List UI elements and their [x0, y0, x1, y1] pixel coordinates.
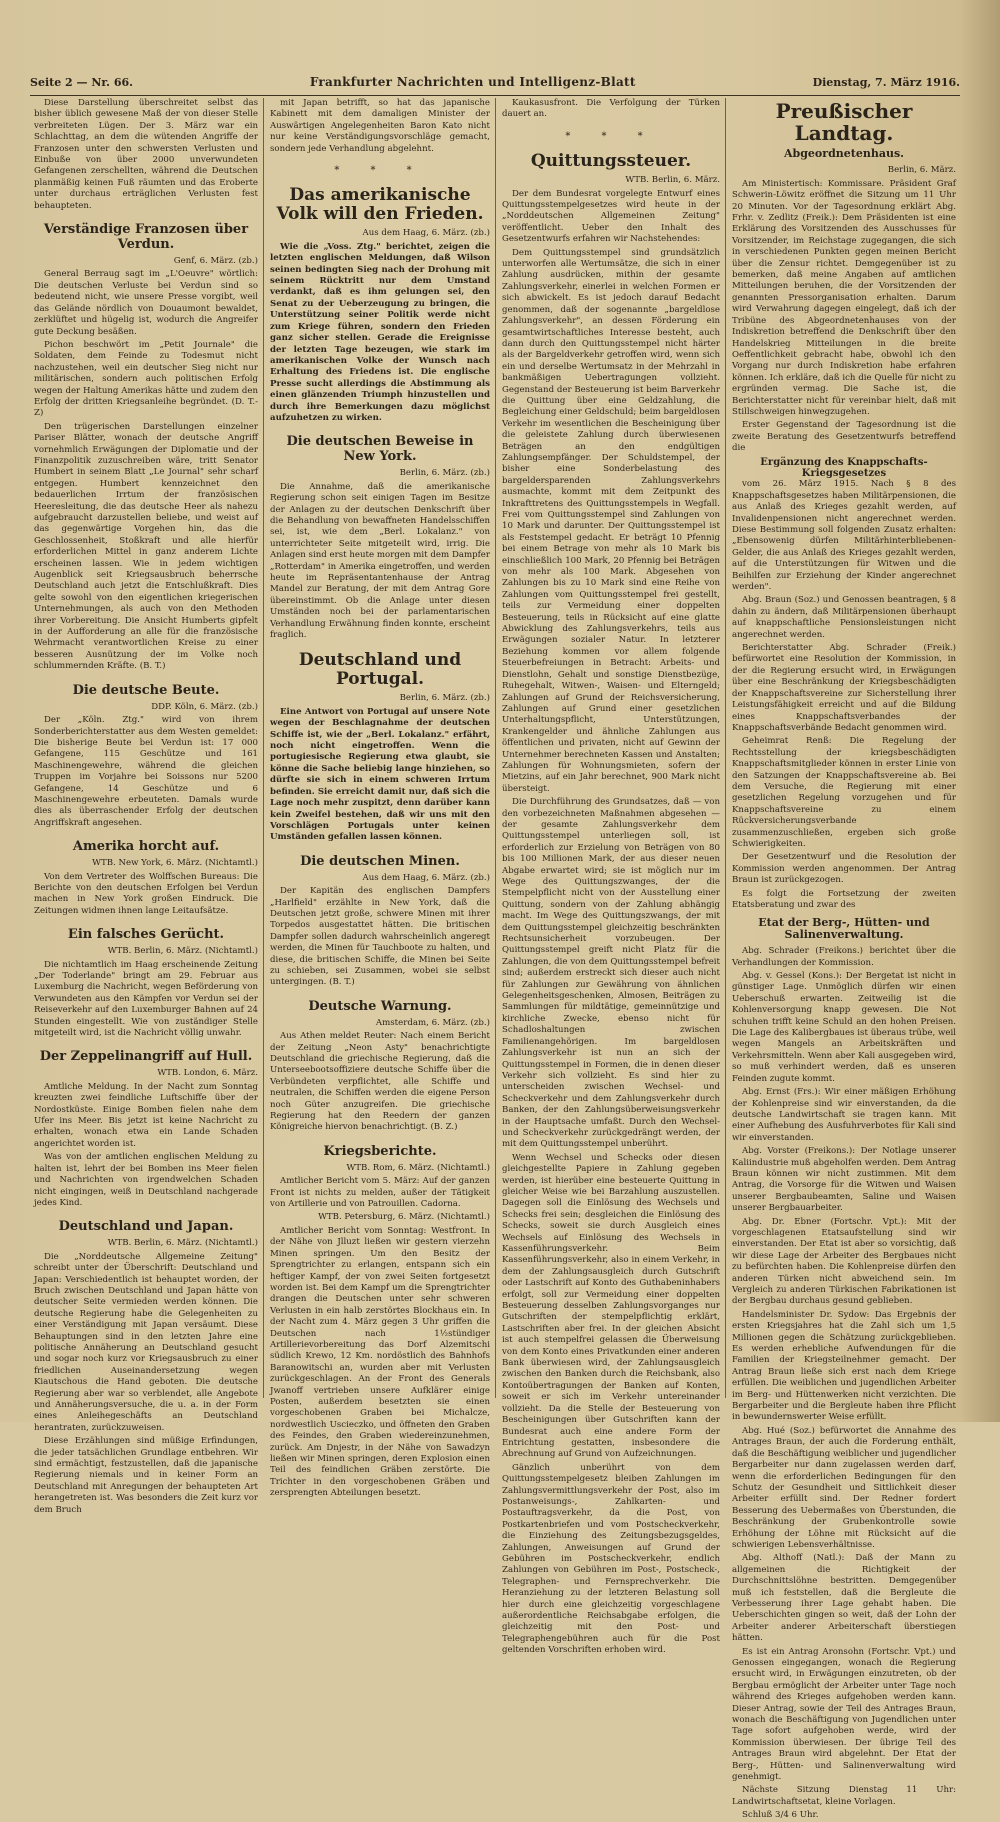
dateline: WTB. Berlin, 6. März. (Nichtamtl.) — [107, 946, 258, 957]
column-rule — [725, 98, 726, 1398]
paragraph: Eine Antwort von Portugal auf unsere Note wegen der Beschlagnahme der deutschen Schiffe ist, wie der „Berl. Lokalanz." erfährt, noch nicht eingetroffen. Wenn die portugiesische Regierung etwa glaubt, sie könne die Sache beliebig lange hinziehen, so dürfte sie sich in einem schweren Irrtum befinden. Sie erreicht damit nur, daß sich die Lage noch mehr zuspitzt, denn darüber kann kein Zweifel bestehen, daß wir uns mit den Vorschlägen Portugals unter keinen Umständen gefallen lassen können. — [270, 706, 490, 843]
paragraph: Abg. Vorster (Freikons.): Der Notlage unserer Kaliindustrie muß abgeholfen werden. Dem Antrag Braun können wir nicht zustimmen. Mit dem Antrag, die Vorsorge für die Witwen und Waisen unserer Bergbaubeamten, Saline und Waisen unserer Bergbauarbeiter. — [732, 1146, 956, 1214]
paragraph: Abg. Althoff (Natl.): Daß der Mann zu allgemeinen die Richtigkeit der Durchschnittslöhne bestritten. Demgegenüber muß ich feststellen, daß die Bergleute die Verbesserung ihrer Lage gehabt haben. Die Ueberschichten gingen so weit, daß der Lohn der Arbeiter anderer Arbeiterschaft überstiegen hätten. — [732, 1553, 956, 1644]
paragraph: Der Gesetzentwurf und die Resolution der Kommission werden angenommen. Der Antrag Braun ist zurückgezogen. — [732, 852, 956, 886]
article-headline: Verständige Franzosen über Verdun. — [43, 222, 249, 253]
article-headline: Das amerikanische Volk will den Frieden. — [276, 185, 484, 225]
paragraph: vom 26. März 1915. Nach § 8 des Knappschaftsgesetzes haben Militärpensionen, die aus Anlaß des Krieges gezahlt werden, auf Invalidenpensionen nicht angerechnet werden. Diese Bestimmung soll folgenden Zusatz erhalten: „Ebensowenig dürfen Militärhinterbliebenen-Gelder, die aus Anlaß des Krieges gezahlt werden, auf die Unterstützungen für Witwen und die Beihilfen zur Erziehung der Kinder angerechnet werden". — [732, 479, 956, 593]
paragraph: Abg. Hué (Soz.) befürwortet die Annahme des Antrages Braun, der auch die Forderung enthält, daß die Beschäftigung weiblicher und jugendlicher Bergarbeiter nur dann zugelassen werden darf, wenn die erforderlichen Bedingungen für den Schutz der Gesundheit und Sittlichkeit dieser Arbeiter erfüllt sind. Der Redner fordert Besserung des Uebermaßes von Überstunden, die Beschränkung der Grubenkontrolle sowie Erhöhung der Löhne mit Rücksicht auf die schwierigen Lebensverhältnisse. — [732, 1425, 956, 1550]
paragraph: Nächste Sitzung Dienstag 11 Uhr: Landwirtschaftsetat, kleine Vorlagen. — [732, 1785, 956, 1807]
paragraph: Es ist ein Antrag Aronsohn (Fortschr. Vpt.) und Genossen eingegangen, wonach die Regierung ersucht wird, in Erwägungen einzutreten, ob der Bergbau ermöglicht der Arbeiter unter Tage noch während des Krieges aufgehoben werden kann. Dieser Antrag, sowie der Teil des Antrages Braun, wonach die Beschäftigung von Jugendlichen unter Tage sofort aufgehoben werde, wird der Kommission überwiesen. Der übrige Teil des Antrages Braun wird abgelehnt. Der Etat der Berg-, Hütten- und Salinenverwaltung wird genehmigt. — [732, 1646, 956, 1783]
paragraph: Aus Athen meldet Reuter: Nach einem Bericht der Zeitung „Neon Asty" benachrichtigte Deutschland die griechische Regierung, daß die Unterseebootsoffiziere deutsche Schiffe über die Verbündeten verpflichtet, alle Schiffe und neutralen, die Schiffen werden die eigene Person noch Güter anzugreifen. Die griechische Regierung hat den Reedern der ganzen Königreiche hiervon benachrichtigt. (B. Z.) — [270, 1031, 490, 1133]
paragraph: Von dem Vertreter des Wolffschen Bureaus: Die Berichte von den deutschen Erfolgen bei Verdun machen in New York großen Eindruck. Die Zeitungen widmen ihnen lange Leitaufsätze. — [34, 871, 258, 916]
paragraph: Abg. Braun (Soz.) und Genossen beantragen, § 8 dahin zu ändern, daß Militärpensionen überhaupt auf knappschaftliche Pensionsleistungen nicht angerechnet werden. — [732, 595, 956, 640]
paragraph: Abg. Ernst (Frs.): Wir einer mäßigen Erhöhung der Kohlenpreise sind wir einverstanden, da die deutsche Landwirtschaft sie tragen kann. Mit einer Aufhebung des Ausfuhrverbotes für Kali sind wir einverstanden. — [732, 1087, 956, 1143]
paragraph: Amtliche Meldung. In der Nacht zum Sonntag kreuzten zwei feindliche Luftschiffe über der Nordostküste. Einige Bomben fielen nahe dem Ufer ins Meer. Bis jetzt ist keine Nachricht zu erhalten, wonach etwa ein Lande Schaden angerichtet worden ist. — [34, 1081, 258, 1149]
article-headline: Die deutschen Minen. — [300, 853, 460, 869]
paragraph: Handelsminister Dr. Sydow: Das Ergebnis der ersten Kriegsjahres hat die Zahl sich um 1,5 Millionen gegen die Schätzung zurückgeblieben. Es werden erhebliche Aufwendungen für die Familien der Kriegsteilnehmer gemacht. Der Antrag Braun ließe sich erst nach dem Kriege erfüllen. Die weiblichen und jugendlichen Arbeiter im Berg- und Hüttenwerken nicht verzichten. Die Bergarbeiter und die Bergleute haben ihre Pflicht in bewundernswerter Weise erfüllt. — [732, 1309, 956, 1423]
dateline: WTB. Berlin, 6. März. (Nichtamtl.) — [107, 1238, 258, 1249]
dateline: Amsterdam, 6. März. (zb.) — [375, 1017, 490, 1028]
paragraph: Der Kapitän des englischen Dampfers „Harlfield" erzählte in New York, daß die Deutschen jetzt große, schwere Minen mit ihrer Torpedos ausgestattet hätten. Die britischen Dampfer sollen dadurch wahrscheinlich angeregt werden, die Minen für Tauchboote zu halten, und diese, die britischen Schiffe, die Minen bei Seite zu schieben, sei Zusammen, wobei sie selbst untergingen. (B. T.) — [270, 886, 490, 988]
paragraph: Abg. v. Gessel (Kons.): Der Bergetat ist nicht in günstiger Lage. Unmöglich dürfen wir einen Ueberschuß erwarten. Zeitweilig ist die Kohlenversorgung knapp gewesen. Die Not schuhen trifft keine Schuld an den hohen Preisen. Die Lage des Kalibergbaues ist überaus trübe, weil wegen Mangels an Arbeitskräften und Verkehrsmitteln. Wenn aber Kali ausgegeben wird, so muß verhindert werden, daß es unseren Feinden zugute kommt. — [732, 971, 956, 1084]
paragraph: Der „Köln. Ztg." wird von ihrem Sonderberichterstatter aus dem Westen gemeldet: Die bisherige Beute bei Verdun ist: 17 000 Gefangene, 115 Geschütze und 161 Maschinengewehre, während die gleichen Truppen im Vorjahre bei Soissons nur 5200 Gefangene, 14 Geschütze und 6 Maschinengewehre erbeuteten. Damals wurde dies als überraschender Erfolg der deutschen Angriffskraft angesehen. — [34, 715, 258, 828]
column-rule — [495, 98, 496, 1398]
article-headline: Deutschland und Portugal. — [298, 650, 462, 690]
paragraph: Diese Erzählungen sind müßige Erfindungen, die jeder tatsächlichen Grundlage entbehren. Wir sind ermächtigt, festzustellen, daß die japanische Regierung niemals und in keiner Form an Deutschland mit Anregungen der behaupteten Art herangetreten ist. Was besonders die Zeit kurz vor dem Bruch — [34, 1436, 258, 1515]
dateline: DDP. Köln, 6. März. (zb.) — [151, 701, 258, 712]
paragraph: Diese Darstellung überschreitet selbst das bisher üblich gewesene Maß der von dieser Stelle verbreiteten Lügen. Der 3. März war ein Schlachttag, an dem die wütenden Angriffe der Franzosen unter den schwersten Verlusten und Einbuße von über 2000 unverwundeten Gefangenen zerschellten, während die Deutschen planmäßig keinen Fuß räumten und das Eroberte unter durchaus erträglichen Verlusten fest behaupteten. — [34, 98, 258, 211]
column-4 — [728, 98, 960, 1821]
paragraph: mit Japan betrifft, so hat das japanische Kabinett mit dem damaligen Minister der Auswärtigen Angelegenheiten Baron Kato nicht nur keine Verständigungsvorschläge gemacht, sondern jede Verhandlung abgelehnt. — [270, 98, 490, 154]
separator-ornament: * * * — [334, 165, 426, 177]
article-headline: Kriegsberichte. — [323, 1143, 437, 1159]
dateline: WTB. London, 6. März. — [157, 1068, 258, 1079]
paragraph: Kaukasusfront. Die Verfolgung der Türken dauert an. — [502, 98, 720, 120]
paragraph: Amtlicher Bericht vom 5. März: Auf der ganzen Front ist nichts zu melden, außer der Tätigkeit von Artillerie und von Patrouillen. Cadorna. — [270, 1176, 490, 1210]
article-headline: Ein falsches Gerücht. — [67, 927, 225, 943]
paragraph: Den trügerischen Darstellungen einzelner Pariser Blätter, wonach der deutsche Angriff vornehmlich Erwägungen der Diplomatie und der Finanzpolitik zuzuschreiben wäre, tritt Senator Humbert in seinem Blatt „Le Journal" sehr scharf entgegen. Humbert kennzeichnet den bedauerlichen Irrtum der französischen Heeresleitung, die das deutsche Heer als nahezu aufgebraucht darzustellen beliebe, und weist auf das gegenwärtige Vorgehen hin, das die Geschlossenheit, Stoßkraft und alle hierfür erforderlichen Mittel in ganz anderem Lichte erscheinen lassen. Wie in jedem wichtigen Augenblick seit Kriegsausbruch beherrsche Deutschland auch jetzt die Entschlußkraft. Dies gelte sowohl von den eigentlichen kriegerischen Unternehmungen, als auch von den Methoden ihrer Vorbereitung. Die Ansicht Humberts gipfelt in der Aufforderung an alle für die französische Wehrmacht verantwortlichen Kreise zu einer besseren Ausnützung der im Volke noch schlummernden Kräfte. (B. T.) — [34, 421, 258, 672]
dateline: WTB. Petersburg, 6. März. (Nichtamtl.) — [318, 1212, 490, 1223]
paragraph: Wenn Wechsel und Schecks oder diesen gleichgestellte Papiere in Zahlung gegeben werden, ist hierüber eine besteuerte Quittung in gleicher Weise wie bei Barzahlung auszustellen. Dagegen soll die Einlösung des Wechsels und Schecks frei sein; desgleichen die Einlösung des Schecks, soweit sie durch Ausgleich eines Wechsels auf Einlösung des Wechsels in Kassenführungsverkehr. Beim Kassenführungsverkehr, also in einem Verkehr, in dem der Zahlungsausgleich durch Gutschrift oder Lastschrift auf Konto des Guthabeninhabers erfolgt, soll zur Vermeidung einer doppelten Besteuerung desselben Zahlungsvorganges nur Gutschriften der stempelpflichtig erklärt, Lastschriften aber frei. In der gleichen Absicht ist auch stempelfrei gelassen die Überweisung von dem Konto eines Privatkunden einer anderen Bank überwiesen wird, der Zahlungsausgleich zwischen den Banken durch die Reichsbank, also Kontoübertragungen der Banken auf Konten, soweit er sich im Verkehr untereinander vollzieht. Da die Stelle der Besteuerung von Bescheinigungen über Gutschriften kann der Bundesrat auch eine andere Form der Entrichtung gestatten, insbesondere die Abrechnung auf Grund von Aufzeichnungen. — [502, 1152, 720, 1460]
paragraph: Amtlicher Bericht vom Sonntag: Westfront. In der Nähe von Jlluzt ließen wir gestern vierzehn Minen springen. Um den Besitz der Sprengtrichter zu erlangen, entspann sich ein heftiger Kampf, der von zwei Seiten fortgesetzt worden ist. Bei dem Kampf um die Sprengtrichter drangen die Deutschen unter sehr schweren Verlusten in ein halb zerstörtes Blockhaus ein. In der Nacht zum 4. März gegen 3 Uhr griffen die Deutschen nach 1½stündiger Artillerievorbereitung das Dorf Alzemitschi südlich Krewo, 12 Km. nordöstlich des Bahnhofs Baranowitschi an, wurden aber mit Verlusten zurückgeschlagen. An der Front des Generals Jwanoff vertrieben unsere Aufklärer einige Posten, außerdem besetzten sie einen vorgeschobenen Graben bei Michalcze, nordwestlich Uscieczko, und öffneten den Graben des Feindes, den Graben wiedereinzunehmen, zurück. Am Dnjestr, in der Nähe von Sawadzyn ließen wir Minen springen, deren Explosion einen Teil des feindlichen Gräben zerstörte. Die Trichter in den vorgeschobenen Gräben und zersprengten Abteilungen besetzt. — [270, 1225, 490, 1499]
paragraph: Was von der amtlichen englischen Meldung zu halten ist, lehrt der bei Bomben ins Meer fielen und Nachrichten von irgendwelchen Schaden nicht eingingen, weiß in Deutschland nachgerade jedes Kind. — [34, 1152, 258, 1208]
column-rule — [263, 98, 264, 1398]
paragraph: Am Ministertisch: Kommissare. Präsident Graf Schwerin-Löwitz eröffnet die Sitzung um 11 Uhr 20 Minuten. Vor der Tagesordnung erklärt Abg. Frhr. v. Zedlitz (Freik.): Dem Präsidenten ist eine Erklärung des Vorsitzenden des Ausschusses für Vorsitzender, im Reichstage zugegangen, die sich in verschiedenen Punkten gegen meinen Bericht über die Zensur richtet. Demgegenüber ist zu bemerken, daß meine Angaben auf amtlichen Mitteilungen beruhen, die der Vorsitzenden der genannten Pressorganisation erhalten. Darum wird Verwahrung dagegen eingelegt, daß ich der Tribüne des Abgeordnetenhauses von der Indiskretion betreffend die Denkschrift über den Handelskrieg Mitteilungen in die breite Oeffentlichkeit gebracht habe, obwohl ich den Vorgang nur durch Indiskretion habe erfahren können. Ich erkläre, daß ich die Quelle für nicht zu ergründen vermag. Die Sache ist, die Berichterstatter nicht für vereinbar hielt, daß mit Stillschweigen hinwegzugehen. — [732, 178, 956, 417]
page-header — [30, 72, 960, 96]
paragraph: Der dem Bundesrat vorgelegte Entwurf eines Quittungsstempelgesetzes wird heute in der „Norddeutschen Allgemeinen Zeitung" veröffentlicht. Ueber den Inhalt des Gesetzentwurfs erfahren wir Nachstehendes: — [502, 188, 720, 245]
dateline: WTB. Berlin, 6. März. — [625, 175, 720, 186]
page-number: Seite 2 — Nr. 66. — [30, 75, 133, 89]
paragraph: Die Annahme, daß die amerikanische Regierung schon seit einigen Tagen im Besitze der Anlagen zu der deutschen Denkschrift über die Behandlung von bewaffneten Handelsschiffen sei, ist, wie dem „Berl. Lokalanz." von unterrichteter Seite mitgeteilt wird, irrig. Die Anlagen sind erst heute morgen mit dem Dampfer „Rotterdam" in Amerika eingetroffen, und werden heute im Repräsentantenhause der Antrag Mandel zur Beratung, der mit dem Antrag Gore übereinstimmt. Ob die Anlage unter diesen Umständen noch bei der parlamentarischen Verhandlung Erwähnung finden konnte, erscheint fraglich. — [270, 481, 490, 641]
article-headline: Amerika horcht auf. — [72, 839, 220, 855]
paragraph: Berichterstatter Abg. Schrader (Freik.) befürwortet eine Resolution der Kommission, in der die Regierung ersucht wird, in Erwägungen über eine Beschränkung der Kriegsbeschädigten der Knappschaftsvereine zur Sicherstellung ihrer Leistungsfähigkeit erreicht und auf die Bildung eines Knappschaftsverbandes der Knappschaftsverbände Bedacht genommen wird. — [732, 643, 956, 733]
article-headline: Deutschland und Japan. — [58, 1219, 234, 1235]
paragraph: Abg. Dr. Ebner (Fortschr. Vpt.): Mit der vorgeschlagenen Etatsaufstellung sind wir einverstanden. Der Etat ist aber so vorsichtig, daß wir diese Lage der Arbeiter des Bergbaues nicht zu befürchten haben. Die Kohlenpreise dürfen den anderen Türken nicht abweichend sein. Im Vergleich zu anderen Türkischen Fabrikationen ist der Bergbau durchaus gesund geblieben. — [732, 1216, 956, 1307]
masthead: Frankfurter Nachrichten und Intelligenz-Blatt — [309, 75, 636, 89]
section-headline: Preußischer Landtag. — [775, 99, 913, 145]
issue-date: Dienstag, 7. März 1916. — [812, 75, 960, 89]
paragraph: Erster Gegenstand der Tagesordnung ist die zweite Beratung des Gesetzentwurfs betreffend die — [732, 420, 956, 454]
column-1 — [30, 98, 262, 1515]
paragraph: Wie die „Voss. Ztg." berichtet, zeigen die letzten englischen Meldungen, daß Wilson seinen bedingten Sieg nach der Drohung mit seinem Rücktritt nur dem Umstand verdankt, daß es ihm gelungen sei, den Senat zu der Ueberzeugung zu bringen, die Unterstützung seiner Politik werde nicht zum Kriege führen, sondern den Frieden ganz sicher stellen. Gerade die Ereignisse der letzten Tage bezeugen, wie stark im amerikanischen Volke der Wunsch nach Erhaltung des Friedens ist. Die englische Presse sucht allerdings die Abstimmung als einen glänzenden Triumph hinzustellen und durch ihre Bemerkungen dazu möglichst aufzuhetzen zu wirken. — [270, 241, 490, 423]
paragraph: Dem Quittungsstempel sind grundsätzlich unterworfen alle Wertumsätze, die sich in einer Zahlung ausdrücken, mithin der gesamte Zahlungsverkehr, einerlei in welchen Formen er sich abwickelt. Es ist jedoch darauf Bedacht genommen, daß der sogenannte „bargeldlose Zahlungsverkehr", an dessen Förderung ein gesamtwirtschaftliches Interesse besteht, auch dann durch den Quittungsstempel nicht härter als der Bargeldverkehr getroffen wird, wenn sich ein und derselbe Wertumsatz in der Mehrzahl in bankmäßigen Uebertragungen vollzieht. Gegenstand der Besteuerung ist beim Barverkehr die Quittung über eine Geldzahlung, die Begleichung einer Geldschuld; beim bargeldlosen Verkehr im wesentlichen die Bescheinigung über die geleistete Zahlung durch überwiesenen Beträgen an den endgültigen Zahlungsempfänger. Der Schuldstempel, der bisher eine Sonderbelastung des bargeldersparenden Zahlungsverkehrs ausmachte, kommt mit dem Zeitpunkt des Inkrafttretens des Quittungsstempels in Wegfall. Frei vom Quittungsstempel sind Zahlungen von 10 Mark und darunter. Der Quittungsstempel ist als Feststempel gedacht. Er beträgt 10 Pfennig bei einem Betrage von mehr als 10 Mark bis einschließlich 100 Mark, 20 Pfennig bei Beträgen von mehr als 100 Mark. Abgesehen von Zahlungen bis zu 10 Mark sind eine Reihe von Zahlungen vom Quittungsstempel frei gestellt, teils zur Vermeidung einer doppelten Besteuerung, teils in Rücksicht auf eine glatte Abwicklung des Zahlungsverkehrs, teils aus Erwägungen sozialer Natur. In letzterer Beziehung kommen vor allem folgende Steuerbefreiungen in Betracht: Arbeits- und Dienstlohn, Gehalt und sonstige Dienstbezüge, Ruhegehalt, Witwen-, Waisen- und Elterngeld; Zahlungen auf Grund der Reichsversicherung, Zahlungen auf Grund einer gesetzlichen Unterhaltungspflicht, Unterstützungen, Krankengelder und ähnliche Zahlungen aus öffentlichen und privaten, nicht auf Gewinn der Unternehmer berechneten Kassen und Anstalten; Zahlungen für Wohnungsmieten, sofern der Mietzins, auf ein Jahr berechnet, 900 Mark nicht übersteigt. — [502, 247, 720, 794]
paragraph: Abg. Schrader (Freikons.) berichtet über die Verhandlungen der Kommission. — [732, 946, 956, 968]
article-headline: Die deutschen Beweise in New York. — [286, 434, 474, 465]
dateline: Berlin, 6. März. (zb.) — [399, 468, 490, 479]
article-headline: Deutsche Warnung. — [308, 998, 452, 1014]
bold-heading: Ergänzung des Knappschafts-Kriegsgesetzes — [760, 456, 928, 479]
dateline: WTB. Rom, 6. März. (Nichtamtl.) — [346, 1162, 490, 1173]
column-3 — [498, 98, 724, 1656]
dateline: Aus dem Haag, 6. März. (zb.) — [362, 872, 490, 883]
paragraph: Geheimrat Renß: Die Regelung der Rechtsstellung der kriegsbeschädigten Knappschaftsmitglieder können in erster Linie von den Satzungen der Knappschaftsvereine ab. Bei dem Versuche, die Regierung mit einer gesetzlichen Regelung vorzugehen und für Knappschaftsvereine zu einem Rückversicherungsverbande zusammenzuschließen, ergeben sich große Schwierigkeiten. — [732, 736, 956, 849]
bold-heading: Etat der Berg-, Hütten- und Salinenverwaltung. — [758, 916, 930, 941]
article-headline: Der Zeppelinangriff auf Hull. — [39, 1049, 253, 1065]
paragraph: Schluß 3/4 6 Uhr. — [742, 1810, 819, 1821]
article-headline: Die deutsche Beute. — [72, 682, 220, 698]
dateline: WTB. New York, 6. März. (Nichtamtl.) — [92, 858, 258, 869]
column-2 — [266, 98, 494, 1499]
dateline: Aus dem Haag, 6. März. (zb.) — [362, 228, 490, 239]
paragraph: Die „Norddeutsche Allgemeine Zeitung" schreibt unter der Überschrift: Deutschland und Japan: Verschiedentlich ist behauptet worden, der Bruch zwischen Deutschland und Japan hätte von deutscher Seite vermieden werden können. Die deutsche Regierung habe die Gelegenheiten zu einer Verständigung mit Japan versäumt. Diese Behauptungen sind in den letzten Jahre eine politische Annäherung an Deutschland gesucht und sogar noch kurz vor Kriegsausbruch zu einer friedlichen Auseinandersetzung wegen Kiautschous die Hand geboten. Die deutsche Regierung aber war so verblendet, alle Angebote und Annäherungsversuche, die u. a. in der Form eines Anleihegeschäfts an Deutschland herantraten, zurückzuweisen. — [34, 1251, 258, 1433]
section-subheadline: Abgeordnetenhaus. — [784, 147, 904, 160]
article-headline: Quittungssteuer. — [530, 151, 692, 172]
dateline: Genf, 6. März. (zb.) — [173, 256, 258, 267]
paragraph: Gänzlich unberührt von dem Quittungsstempelgesetz bleiben Zahlungen im Zahlungsvermittlungsverkehr der Post, also im Postanweisungs-, Zahlkarten- und Postauftragsverkehr, da die Post, von Postkartenbriefen und vom Postscheckverkehr, die Einziehung des Zeitungsbezugsgeldes, Zahlungen, Anweisungen auf Grund der Gebühren im Postscheckverkehr, endlich Zahlungen von Gebühren im Post-, Postscheck-, Telegraphen- und Fernsprechverkehr. Die Heranziehung zu der letzteren Belastung soll hier durch eine gleichzeitig vorgeschlagene außerordentliche Reichsabgabe erfolgen, die gleichzeitig mit den Post- und Telegraphengebühren auch für die Post geltenden Vorschriften erhoben wird. — [502, 1462, 720, 1656]
separator-ornament: * * * — [565, 130, 657, 142]
paragraph: Die Durchführung des Grundsatzes, daß — von den vorbezeichneten Maßnahmen abgesehen — der gesamte Zahlungsverkehr dem Quittungsstempel unterliegen soll, ist erforderlich zur Erzielung von Beträgen von 80 bis 100 Millionen Mark, der aus dieser neuen Abgabe erwartet wird; sie ist möglich nur im Wege des Quittungszwanges, der die Stempelpflicht nicht von der Ausstellung einer Quittung, sondern von der Zahlung abhängig macht. Im Wege des Quittungszwangs, der mit dem Quittungsstempel gleichzeitig beschränkten Rechtsunsicherheit vorzubeugen. Der Quittungsstempel greift nicht Platz für die Zahlungen, die von dem Quittungsstempel befreit sind; außerdem erstreckt sich dieser auch nicht für Zahlungen zur Gewährung von ähnlichen Gelegenheitsgeschenken, Almosen, Beiträgen zu Sammlungen für mildtätige, gemeinnützige und kirchliche Zwecke, ebenso nicht für Schadloshaltungen zwischen Familienangehörigen. Im bargeldlosen Zahlungsverkehr ist nun an sich der Quittungsstempel in Formen, die in denen dieser Verkehr sich vollzieht. Es sind hier zu unterscheiden zwischen Wechsel- und Scheckverkehr und dem Zahlungsverkehr durch Banken, der den Zahlungsüberweisungsverkehr in der Hauptsache umfaßt. Durch den Wechsel- und Scheckverkehr zurückgedrängt werden, der mit dem Quittungsstempel unberührt. — [502, 797, 720, 1150]
dateline: Berlin, 6. März. (zb.) — [399, 693, 490, 704]
dateline: Berlin, 6. März. — [887, 165, 956, 176]
paragraph: Die nichtamtlich im Haag erscheinende Zeitung „Der Toderlande" bringt am 29. Februar aus Luxemburg die Nachricht, wegen Beförderung von Verwundeten aus den Kämpfen vor Verdun sei der Reiseverkehr auf den Luxemburger Bahnen auf 24 Stunden eingestellt. Wie von zuständiger Stelle mitgeteilt wird, ist die Nachricht völlig unwahr. — [34, 959, 258, 1039]
paragraph: Pichon beschwört im „Petit Journale" die Soldaten, dem Feinde zu Todesmut nicht nachzustehen, weil ein deutscher Sieg nicht nur militärischen, sondern auch politischen Erfolg wegen der Haltung Amerikas hätte und zudem den Erfolg der dritten Kriegsanleihe begründet. (D. T.-Z) — [34, 339, 258, 419]
paragraph: Es folgt die Fortsetzung der zweiten Etatsberatung und zwar des — [732, 888, 956, 910]
paragraph: General Berraug sagt im „L'Oeuvre" wörtlich: Die deutschen Verluste bei Verdun sind so bedeutend nicht, wie unsere Presse vorgibt, weil das Gelände nördlich von Douaumont bewaldet, zerklüftet und hügelig ist, wodurch die Angreifer gute Deckung besäßen. — [34, 269, 258, 337]
